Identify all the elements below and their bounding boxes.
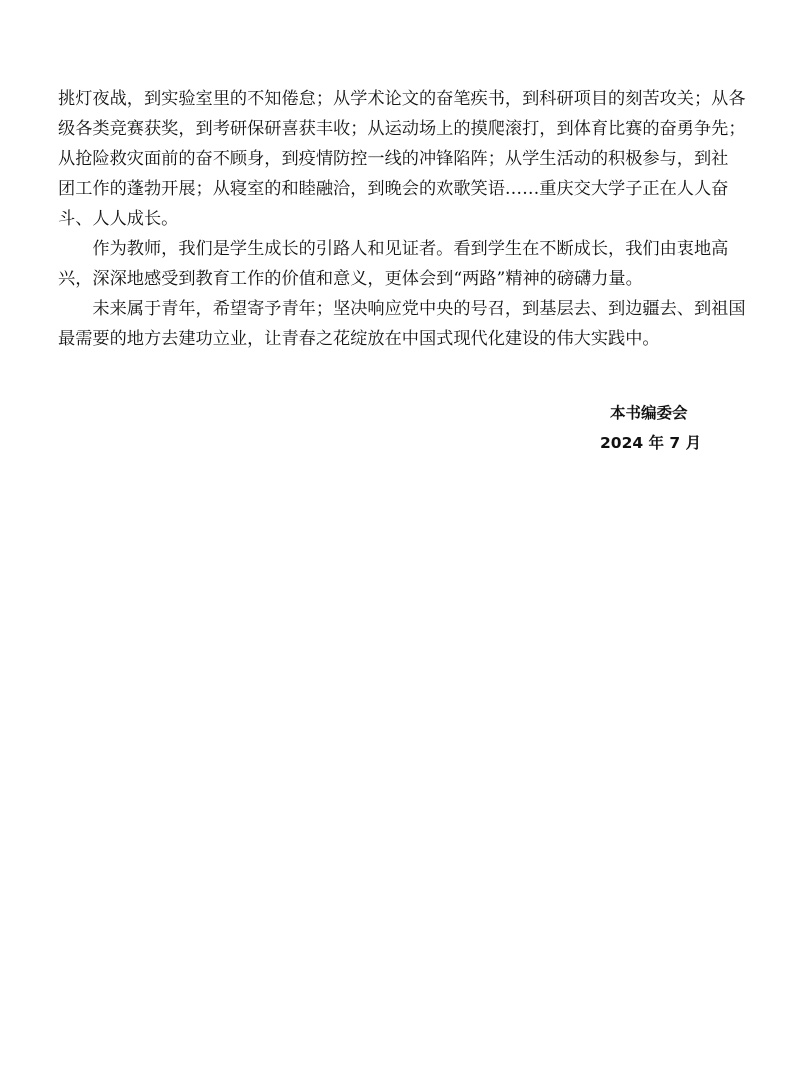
signature-organization: 本书编委会 xyxy=(610,404,688,422)
text-line: 兴，深深地感受到教育工作的价值和意义，更体会到“两路”精神的磅礴力量。 xyxy=(58,269,643,289)
text-line: 级各类竞赛获奖，到考研保研喜获丰收；从运动场上的摸爬滚打，到体育比赛的奋勇争先； xyxy=(58,119,746,139)
text-line: 作为教师，我们是学生成长的引路人和见证者。看到学生在不断成长，我们由衷地高 xyxy=(58,239,729,259)
text-line: 从抢险救灾面前的奋不顾身，到疫情防控一线的冲锋陷阵；从学生活动的积极参与，到社 xyxy=(58,149,729,169)
body-text xyxy=(58,84,748,354)
text-line: 挑灯夜战，到实验室里的不知倦怠；从学术论文的奋笔疾书，到科研项目的刻苦攻关；从各 xyxy=(58,89,746,109)
text-line: 团工作的蓬勃开展；从寝室的和睦融洽，到晚会的欢歌笑语……重庆交大学子正在人人奋 xyxy=(58,179,729,199)
text-line: 斗、人人成长。 xyxy=(58,209,179,229)
text-line: 未来属于青年，希望寄予青年；坚决响应党中央的号召，到基层去、到边疆去、到祖国 xyxy=(58,299,746,319)
text-line: 最需要的地方去建功立业，让青春之花绽放在中国式现代化建设的伟大实践中。 xyxy=(58,329,660,349)
signature-block xyxy=(600,398,730,458)
signature-date: 2024 年 7 月 xyxy=(600,434,702,452)
